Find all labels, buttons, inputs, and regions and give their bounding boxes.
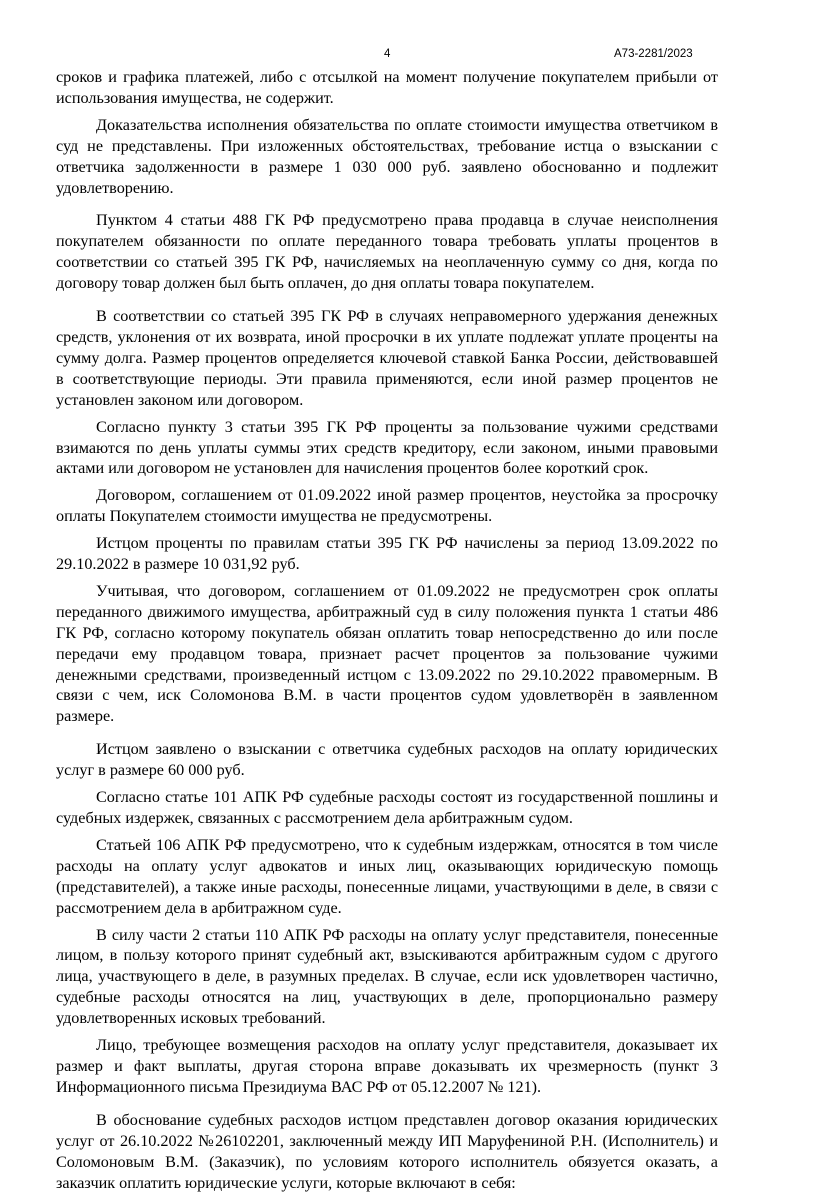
- paragraph: Истцом проценты по правилам статьи 395 ГК РФ начислены за период 13.09.2022 по 29.10.2022 в размере 10 031,92 руб.: [56, 534, 718, 574]
- document-body: [56, 67, 718, 1193]
- paragraph: Лицо, требующее возмещения расходов на оплату услуг представителя, доказывает их размер и факт выплаты, другая сторона вправе доказывать их чрезмерность (пункт 3 Информационного письма Президиума ВАС РФ от 05.12.2007 № 121).: [56, 1036, 718, 1096]
- paragraph: Истцом заявлено о взыскании с ответчика судебных расходов на оплату юридических услуг в размере 60 000 руб.: [56, 740, 718, 780]
- paragraph: Договором, соглашением от 01.09.2022 иной размер процентов, неустойка за просрочку оплаты Покупателем стоимости имущества не предусмотрены.: [56, 486, 718, 526]
- page-number: 4: [384, 48, 391, 60]
- paragraph: Согласно пункту 3 статьи 395 ГК РФ проценты за пользование чужими средствами взимаются по день уплаты суммы этих средств кредитору, если законом, иными правовыми актами или договором не установлен для начисления процентов более короткий срок.: [56, 417, 718, 478]
- paragraph-continuation: сроков и графика платежей, либо с отсылкой на момент получение покупателем прибыли от использования имущества, не содержит.: [56, 68, 718, 107]
- case-number: А73-2281/2023: [614, 48, 693, 60]
- paragraph: Согласно статье 101 АПК РФ судебные расходы состоят из государственной пошлины и судебных издержек, связанных с рассмотрением дела арбитражным судом.: [56, 788, 718, 827]
- paragraph: Статьей 106 АПК РФ предусмотрено, что к судебным издержкам, относятся в том числе расходы на оплату услуг адвокатов и иных лиц, оказывающих юридическую помощь (представителей), а также иные расходы, понесенные лицами, участвующими в деле, в связи с рассмотрением дела в арбитражном суде.: [56, 835, 718, 917]
- paragraph: Доказательства исполнения обязательства по оплате стоимости имущества ответчиком в суд не представлены. При изложенных обстоятельствах, требование истца о взыскании с ответчика задолженности в размере 1 030 000 руб. заявлено обоснованно и подлежит удовлетворению.: [56, 115, 718, 197]
- paragraph: Учитывая, что договором, соглашением от 01.09.2022 не предусмотрен срок оплаты переданного движимого имущества, арбитражный суд в силу положения пункта 1 статьи 486 ГК РФ, согласно которому покупатель обязан оплатить товар непосредственно до или после передачи ему продавцом товара, признает расчет процентов за пользование чужими денежными средствами, произведенный истцом с 13.09.2022 по 29.10.2022 правомерным. В связи с чем, иск Соломонова В.М. в части процентов судом удовлетворён в заявленном размере.: [56, 581, 718, 726]
- paragraph: Пунктом 4 статьи 488 ГК РФ предусмотрено права продавца в случае неисполнения покупателем обязанности по оплате переданного товара требовать уплаты процентов в соответствии со статьей 395 ГК РФ, начисляемых на неоплаченную сумму со дня, когда по договору товар должен был быть оплачен, до дня оплаты товара покупателем.: [56, 211, 718, 293]
- paragraph: В соответствии со статьей 395 ГК РФ в случаях неправомерного удержания денежных средств, уклонения от их возврата, иной просрочки в их уплате подлежат уплате проценты на сумму долга. Размер процентов определяется ключевой ставкой Банка России, действовавшей в соответствующие периоды. Эти правила применяются, если иной размер процентов не установлен законом или договором.: [56, 307, 718, 409]
- paragraph: В обоснование судебных расходов истцом представлен договор оказания юридических услуг от 26.10.2022 №26102201, заключенный между ИП Маруфениной Р.Н. (Исполнитель) и Соломоновым В.М. (Заказчик), по условиям которого исполнитель обязуется оказать, а заказчик оплатить юридические услуги, которые включают в себя:: [56, 1110, 718, 1192]
- paragraph: В силу части 2 статьи 110 АПК РФ расходы на оплату услуг представителя, понесенные лицом, в пользу которого принят судебный акт, взыскиваются арбитражным судом с другого лица, участвующего в деле, в разумных пределах. В случае, если иск удовлетворен частично, судебные расходы относятся на лиц, участвующих в деле, пропорционально размеру удовлетворенных исковых требований.: [56, 925, 718, 1028]
